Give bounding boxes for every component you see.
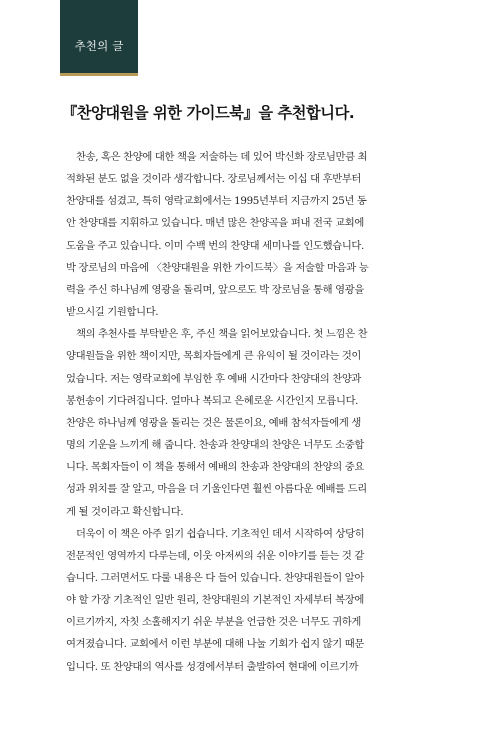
paragraph-2 — [66, 323, 434, 522]
text-line: 더욱이 이 책은 아주 읽기 쉽습니다. 기초적인 데서 시작하여 상당히 — [76, 527, 365, 540]
text-line: 양대원들을 위한 책이지만, 목회자들에게 큰 유익이 될 것이라는 것이 — [66, 350, 362, 363]
text-line: 야 할 가장 기초적인 일반 원리, 찬양대원의 기본적인 자세부터 복장에 — [66, 594, 364, 607]
text-line: 명의 기운을 느끼게 해 줍니다. 찬송과 찬양대의 찬양은 너무도 소중합 — [66, 439, 364, 452]
text-line: 적화된 분도 없을 것이라 생각합니다. 장로님께서는 이십 대 후반부터 — [66, 173, 362, 186]
text-line: 박 장로님의 마음에 〈찬양대원을 위한 가이드북〉을 저술할 마음과 능 — [66, 261, 369, 274]
text-line: 습니다. 그러면서도 다룰 내용은 다 들어 있습니다. 찬양대원들이 알아 — [66, 571, 364, 584]
section-tab — [60, 0, 138, 76]
text-line: 찬양은 하나님께 영광을 돌리는 것은 물론이요, 예배 참석자들에게 생 — [66, 416, 362, 429]
paragraph-3 — [66, 523, 434, 678]
text-line: 전문적인 영역까지 다루는데, 이웃 아저씨의 쉬운 이야기를 듣는 것 같 — [66, 549, 364, 562]
recommendation-heading: 『찬양대원을 위한 가이드북』을 추천합니다. — [62, 104, 355, 122]
text-line: 력을 주신 하나님께 영광을 돌리며, 앞으로도 박 장로님을 통해 영광을 — [66, 283, 364, 296]
text-line: 찬송, 혹은 찬양에 대한 책을 저술하는 데 있어 박신화 장로님만큼 최 — [76, 151, 368, 163]
text-line: 안 찬양대를 지휘하고 있습니다. 매년 많은 찬양곡을 펴내 전국 교회에 — [66, 217, 364, 230]
section-tab-accent-line — [60, 73, 138, 76]
recommendation-body — [66, 146, 434, 678]
text-line: 게 될 것이라고 확신합니다. — [66, 505, 184, 518]
section-tab-label: 추천의 글 — [74, 39, 124, 53]
text-line: 성과 위치를 잘 알고, 마음을 더 기울인다면 훨씬 아름다운 예배를 드리 — [66, 483, 367, 496]
text-line: 이르기까지, 자칫 소홀해지기 쉬운 부분을 언급한 것은 너무도 귀하게 — [66, 616, 362, 629]
paragraph-1 — [66, 146, 434, 323]
text-line: 입니다. 또 찬양대의 역사를 성경에서부터 출발하여 현대에 이르기까 — [66, 660, 359, 673]
text-line: 여겨졌습니다. 교회에서 이런 부분에 대해 나눌 기회가 쉽지 않기 때문 — [66, 638, 364, 651]
text-line: 책의 추천사를 부탁받은 후, 주신 책을 읽어보았습니다. 첫 느낌은 찬 — [76, 328, 368, 341]
text-line: 찬양대를 섬겼고, 특히 영락교회에서는 1995년부터 지금까지 25년 동 — [66, 195, 367, 208]
text-line: 받으시길 기원합니다. — [66, 306, 159, 319]
text-line: 니다. 목회자들이 이 책을 통해서 예배의 찬송과 찬양대의 찬양의 중요 — [66, 461, 364, 474]
text-line: 봉헌송이 기다려집니다. 얼마나 복되고 은혜로운 시간인지 모릅니다. — [66, 394, 359, 407]
text-line: 었습니다. 저는 영락교회에 부임한 후 예배 시간마다 찬양대의 찬양과 — [66, 372, 362, 385]
text-line: 도움을 주고 있습니다. 이미 수백 번의 찬양대 세미나를 인도했습니다. — [66, 239, 364, 252]
